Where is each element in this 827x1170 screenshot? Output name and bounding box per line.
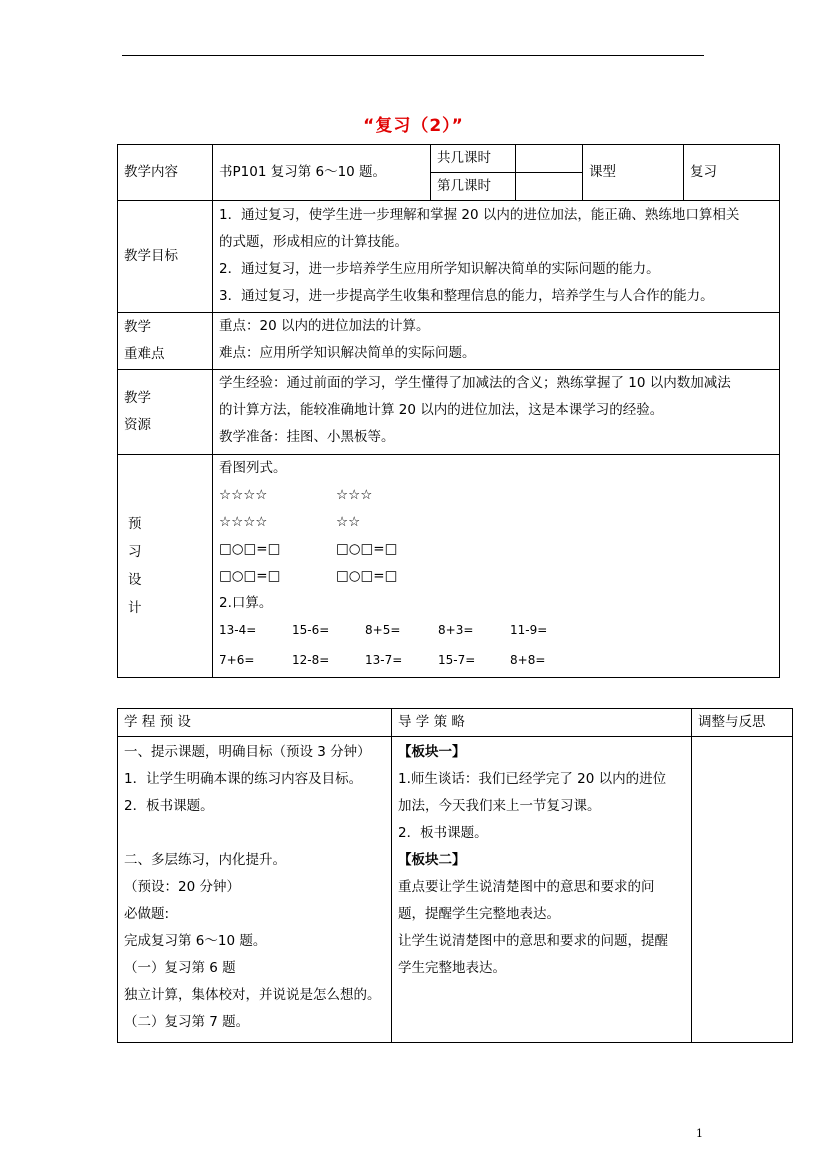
resource-line: 教学准备：挂图、小黑板等。 (219, 429, 395, 445)
strategy-line: 学生完整地表达。 (398, 960, 506, 976)
label-preview (118, 455, 213, 678)
preview-content (213, 455, 780, 678)
reflection-column (692, 737, 793, 1043)
label-resources-2: 资源 (124, 417, 151, 433)
resource-line: 的计算方法，能较准确地计算 20 以内的进位加法，这是本课学习的经验。 (219, 402, 664, 418)
section-heading: 【板块一】 (398, 744, 466, 760)
process-line: 一、提示课题，明确目标（预设 3 分钟） (124, 744, 371, 760)
calc-item: 12-8= (292, 653, 330, 667)
strategy-line: 让学生说清楚图中的意思和要求的问题，提醒 (398, 933, 668, 949)
type-value: 复习 (684, 145, 780, 201)
content-value: 书P101 复习第 6～10 题。 (213, 145, 431, 201)
star-group: ☆☆☆☆ (219, 487, 268, 503)
section-heading: 【板块二】 (398, 852, 466, 868)
which-lesson-value (516, 173, 583, 201)
calc-item: 15-7= (438, 653, 476, 667)
keypoint-line: 难点：应用所学知识解决简单的实际问题。 (219, 345, 476, 361)
process-line: 二、多层练习，内化提升。 (124, 852, 286, 868)
type-label: 课型 (583, 145, 684, 201)
resource-line: 学生经验：通过前面的学习，学生懂得了加减法的含义；熟练掌握了 10 以内数加减法 (219, 375, 731, 391)
star-group: ☆☆ (336, 514, 361, 530)
page-number: 1 (696, 1127, 703, 1140)
strategy-line: 重点要让学生说清楚图中的意思和要求的问 (398, 879, 655, 895)
calc-item: 8+5= (365, 623, 401, 637)
process-line: （预设：20 分钟） (124, 879, 240, 895)
preview-intro: 看图列式。 (219, 460, 287, 476)
header-rule (122, 55, 704, 56)
header-reflection: 调整与反思 (692, 709, 793, 737)
calc-item: 13-4= (219, 623, 257, 637)
box-row (219, 563, 773, 590)
goal-line: 的式题，形成相应的计算技能。 (219, 234, 408, 250)
process-line: 必做题: (124, 906, 170, 922)
total-lessons-label: 共几课时 (431, 145, 516, 173)
label-preview-char: 预 (128, 516, 142, 532)
box-row (219, 536, 773, 563)
total-lessons-value (516, 145, 583, 173)
strategy-line: 2．板书课题。 (398, 825, 488, 841)
process-line: （一）复习第 6 题 (124, 960, 236, 976)
label-keypoints (118, 313, 213, 370)
label-preview-char: 计 (128, 600, 142, 616)
calc-row (219, 617, 773, 644)
process-line: （二）复习第 7 题。 (124, 1014, 250, 1030)
page-title: “复习（2）” (363, 116, 464, 136)
equation-blank: □○□=□ (336, 541, 398, 557)
process-line: 独立计算，集体校对，并说说是怎么想的。 (124, 987, 381, 1003)
process-line: 完成复习第 6～10 题。 (124, 933, 267, 949)
lesson-info-table (117, 144, 780, 678)
equation-blank: □○□=□ (219, 541, 281, 557)
resources-content (213, 370, 780, 455)
process-line: 1．让学生明确本课的练习内容及目标。 (124, 771, 363, 787)
header-strategy: 导 学 策 略 (392, 709, 692, 737)
calc-item: 11-9= (510, 623, 548, 637)
calc-item: 7+6= (219, 653, 255, 667)
lesson-process-table (117, 708, 793, 1043)
goal-line: 1．通过复习，使学生进一步理解和掌握 20 以内的进位加法，能正确、熟练地口算相关 (219, 207, 740, 223)
strategy-line: 1.师生谈话：我们已经学完了 20 以内的进位 (398, 771, 667, 787)
calc-item: 8+8= (510, 653, 546, 667)
goal-line: 3．通过复习，进一步提高学生收集和整理信息的能力，培养学生与人合作的能力。 (219, 288, 714, 304)
goals-content (213, 201, 780, 313)
label-goals: 教学目标 (118, 201, 213, 313)
label-keypoints-2: 重难点 (124, 346, 165, 362)
label-resources-1: 教学 (124, 390, 151, 406)
calc-item: 15-6= (292, 623, 330, 637)
strategy-line: 题，提醒学生完整地表达。 (398, 906, 560, 922)
process-line (124, 820, 385, 847)
which-lesson-label: 第几课时 (431, 173, 516, 201)
star-group: ☆☆☆ (336, 487, 373, 503)
calc-item: 13-7= (365, 653, 403, 667)
star-row (219, 509, 773, 536)
strategy-line: 加法，今天我们来上一节复习课。 (398, 798, 601, 814)
goal-line: 2．通过复习，进一步培养学生应用所学知识解决简单的实际问题的能力。 (219, 261, 660, 277)
process-line: 2．板书课题。 (124, 798, 214, 814)
header-process: 学 程 预 设 (118, 709, 392, 737)
label-resources (118, 370, 213, 455)
star-group: ☆☆☆☆ (219, 514, 268, 530)
keypoints-content (213, 313, 780, 370)
calc-row (219, 644, 773, 677)
equation-blank: □○□=□ (219, 568, 281, 584)
label-content: 教学内容 (118, 145, 213, 201)
equation-blank: □○□=□ (336, 568, 398, 584)
process-column (118, 737, 392, 1043)
star-row (219, 482, 773, 509)
label-preview-char: 设 (128, 572, 142, 588)
calc-item: 8+3= (438, 623, 474, 637)
label-preview-char: 习 (128, 544, 142, 560)
oral-heading: 2.口算。 (219, 595, 273, 611)
strategy-column (392, 737, 692, 1043)
keypoint-line: 重点：20 以内的进位加法的计算。 (219, 318, 430, 334)
label-keypoints-1: 教学 (124, 319, 151, 335)
